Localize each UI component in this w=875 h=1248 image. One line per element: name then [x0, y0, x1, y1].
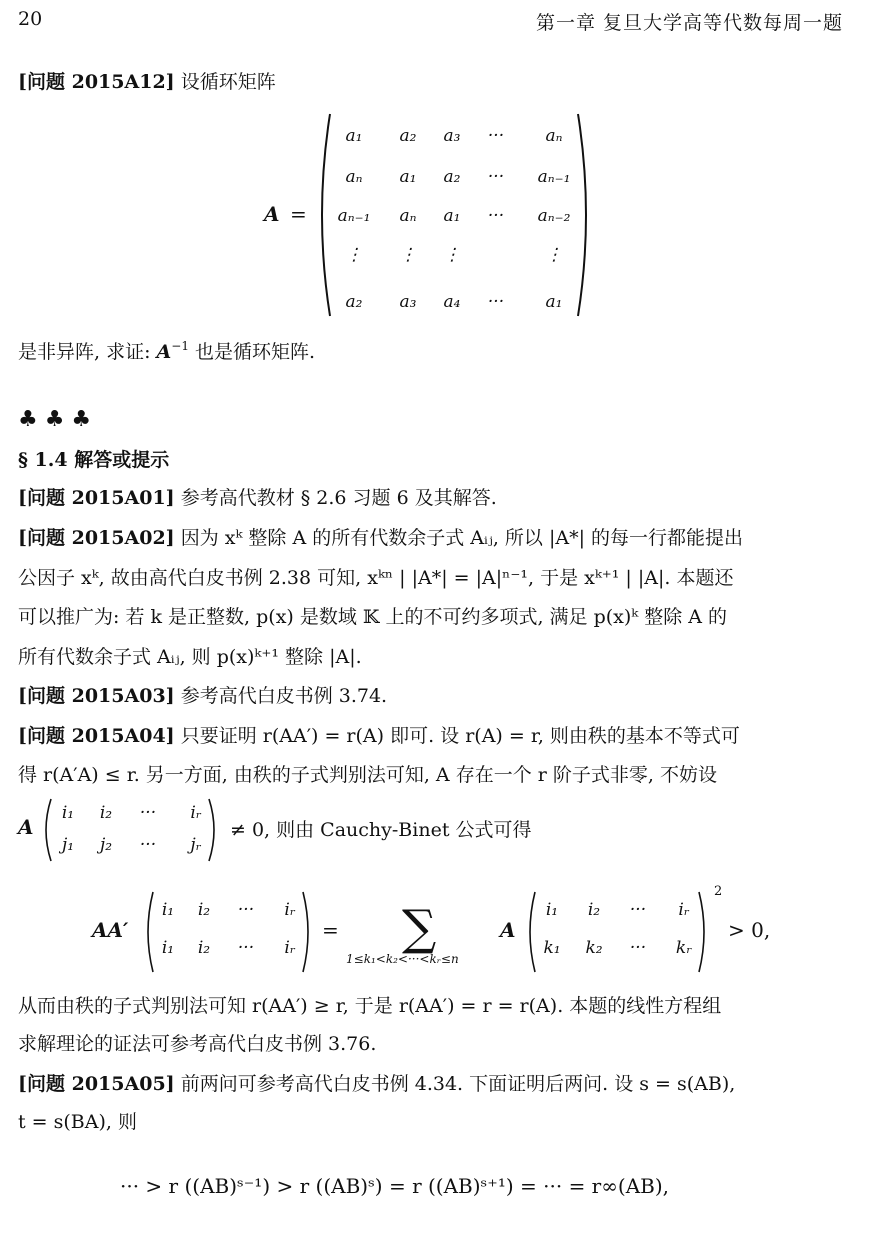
- matrix-cell: a₂: [399, 126, 417, 146]
- section-number: § 1.4: [18, 449, 68, 471]
- a02-text: 因为 xᵏ 整除 A 的所有代数余子式 Aᵢⱼ, 所以 |A*| 的每一行都能提出: [174, 527, 744, 549]
- matrix-cell: ⋮: [399, 245, 417, 265]
- a03-text: 参考高代白皮书例 3.74.: [174, 685, 388, 707]
- matrix-cell: ···: [487, 206, 505, 226]
- answer-a04-line1: [18, 724, 740, 748]
- eq-rhs-cell: kᵣ: [675, 938, 693, 958]
- matrix-cell: aₙ: [345, 167, 363, 187]
- minor-cell: i₂: [99, 803, 113, 823]
- problem-12-conclusion: [18, 340, 315, 364]
- eq-lhs-cell: i₂: [197, 938, 211, 958]
- equals-sign: =: [290, 202, 307, 226]
- problem-12-statement: [18, 70, 276, 94]
- eq-tail: > 0,: [728, 918, 771, 942]
- sum-index: 1≤k₁<k₂<···<kᵣ≤n: [346, 952, 459, 966]
- sum-symbol: ∑: [402, 900, 437, 956]
- matrix-cell: a₁: [545, 292, 563, 312]
- eq-rhs-cell: i₁: [545, 900, 559, 920]
- eq-rhs-cell: k₁: [543, 938, 561, 958]
- matrix-cell: ···: [487, 292, 505, 312]
- a05-text: 前两问可参考高代白皮书例 4.34. 下面证明后两问. 设 s = s(AB),: [174, 1073, 736, 1095]
- minor-A: A: [18, 815, 34, 839]
- a04-label: [问题 2015A04]: [18, 725, 175, 747]
- minor-tail: ≠ 0, 则由 Cauchy-Binet 公式可得: [230, 819, 532, 841]
- conclusion-tail: 也是循环矩阵.: [188, 341, 316, 363]
- minor-cell: j₁: [61, 835, 75, 855]
- matrix-cell: a₁: [399, 167, 417, 187]
- minor-cell: iᵣ: [190, 803, 202, 823]
- problem-12-intro: 设循环矩阵: [180, 71, 276, 93]
- matrix-cell: ···: [487, 167, 505, 187]
- answer-a04-line5: 求解理论的证法可参考高代白皮书例 3.76.: [18, 1033, 377, 1055]
- answer-a03: [18, 684, 387, 708]
- eq-rhs-cell: i₂: [587, 900, 601, 920]
- eq-rhs-A: A: [500, 918, 516, 942]
- rank-chain: ··· > r ((AB)ˢ⁻¹) > r ((AB)ˢ) = r ((AB)ˢ⁺¹) = ··· = r∞(AB),: [120, 1174, 670, 1198]
- answer-a01: [18, 486, 497, 510]
- eq-power: 2: [714, 884, 723, 899]
- eq-lhs-cell: iᵣ: [284, 900, 296, 920]
- matrix-cell: ⋮: [443, 245, 461, 265]
- answer-a04-line4: 从而由秩的子式判别法可知 r(AA′) ≥ r, 于是 r(AA′) = r = r(A). 本题的线性方程组: [18, 995, 722, 1017]
- circulant-matrix: [0, 110, 875, 325]
- answer-a05-line2: t = s(BA), 则: [18, 1111, 137, 1133]
- eq-lhs-cell: ···: [237, 900, 255, 920]
- matrix-cell: ⋮: [345, 245, 363, 265]
- matrix-cell: a₃: [443, 126, 461, 146]
- a01-label: [问题 2015A01]: [18, 487, 175, 509]
- matrix-cell: aₙ₋₂: [537, 206, 571, 226]
- a05-label: [问题 2015A05]: [18, 1073, 175, 1095]
- minor-cell: ···: [139, 803, 157, 823]
- minor-cell: ···: [139, 835, 157, 855]
- matrix-cell: aₙ₋₁: [537, 167, 571, 187]
- matrix-cell: ···: [487, 126, 505, 146]
- answer-a02-line1: [18, 526, 743, 550]
- answer-a04-line2: 得 r(A′A) ≤ r. 另一方面, 由秩的子式判别法可知, A 存在一个 r 阶子式非零, 不妨设: [18, 764, 717, 786]
- matrix-cell: a₄: [443, 292, 461, 312]
- inverse-sup: −1: [171, 339, 189, 353]
- a03-label: [问题 2015A03]: [18, 685, 175, 707]
- problem-12-label: [问题 2015A12]: [18, 71, 175, 93]
- matrix-cell: aₙ: [399, 206, 417, 226]
- answer-a02-line2: 公因子 xᵏ, 故由高代白皮书例 2.38 可知, xᵏⁿ | |A*| = |A|ⁿ⁻¹, 于是 xᵏ⁺¹ | |A|. 本题还: [18, 567, 734, 589]
- a02-label: [问题 2015A02]: [18, 527, 175, 549]
- answer-a02-line3: 可以推广为: 若 k 是正整数, p(x) 是数域 𝕂 上的不可约多项式, 满足 p(x)ᵏ 整除 A 的: [18, 606, 728, 628]
- answer-a02-line4: 所有代数余子式 Aᵢⱼ, 则 p(x)ᵏ⁺¹ 整除 |A|.: [18, 646, 362, 668]
- section-title: 解答或提示: [74, 449, 170, 471]
- eq-lhs: AA′: [92, 918, 129, 942]
- eq-lhs-cell: ···: [237, 938, 255, 958]
- matrix-cell: aₙ: [545, 126, 563, 146]
- matrix-cell: a₁: [345, 126, 363, 146]
- a01-text: 参考高代教材 § 2.6 习题 6 及其解答.: [174, 487, 497, 509]
- matrix-cell: a₂: [443, 167, 461, 187]
- matrix-cell: a₃: [399, 292, 417, 312]
- matrix-cell: a₂: [345, 292, 363, 312]
- eq-rhs-cell: ···: [629, 938, 647, 958]
- matrix-cell: ⋮: [545, 245, 563, 265]
- matrix-cell: a₁: [443, 206, 461, 226]
- club-separator: ♣ ♣ ♣: [18, 407, 92, 432]
- eq-lhs-cell: i₁: [161, 938, 175, 958]
- math-A: A: [156, 341, 172, 363]
- matrix-cell: aₙ₋₁: [337, 206, 371, 226]
- eq-lhs-cell: i₁: [161, 900, 175, 920]
- eq-equals: =: [322, 918, 339, 942]
- minor-cell: jᵣ: [190, 835, 202, 855]
- matrix-name: A: [264, 202, 280, 226]
- running-head: 第一章 复旦大学高等代数每周一题: [535, 12, 843, 34]
- section-heading: [18, 448, 169, 472]
- minor-cell: i₁: [61, 803, 75, 823]
- eq-lhs-cell: i₂: [197, 900, 211, 920]
- conclusion-text: 是非异阵, 求证:: [18, 341, 157, 363]
- eq-rhs-cell: iᵣ: [678, 900, 690, 920]
- cauchy-binet-equation: [0, 882, 875, 982]
- minor-expression: [0, 795, 875, 865]
- eq-lhs-cell: iᵣ: [284, 938, 296, 958]
- answer-a05-line1: [18, 1072, 735, 1096]
- eq-rhs-cell: ···: [629, 900, 647, 920]
- page-number: 20: [18, 8, 43, 30]
- a04-text: 只要证明 r(AA′) = r(A) 即可. 设 r(A) = r, 则由秩的基本不等式可: [174, 725, 740, 747]
- eq-rhs-cell: k₂: [585, 938, 603, 958]
- minor-cell: j₂: [99, 835, 113, 855]
